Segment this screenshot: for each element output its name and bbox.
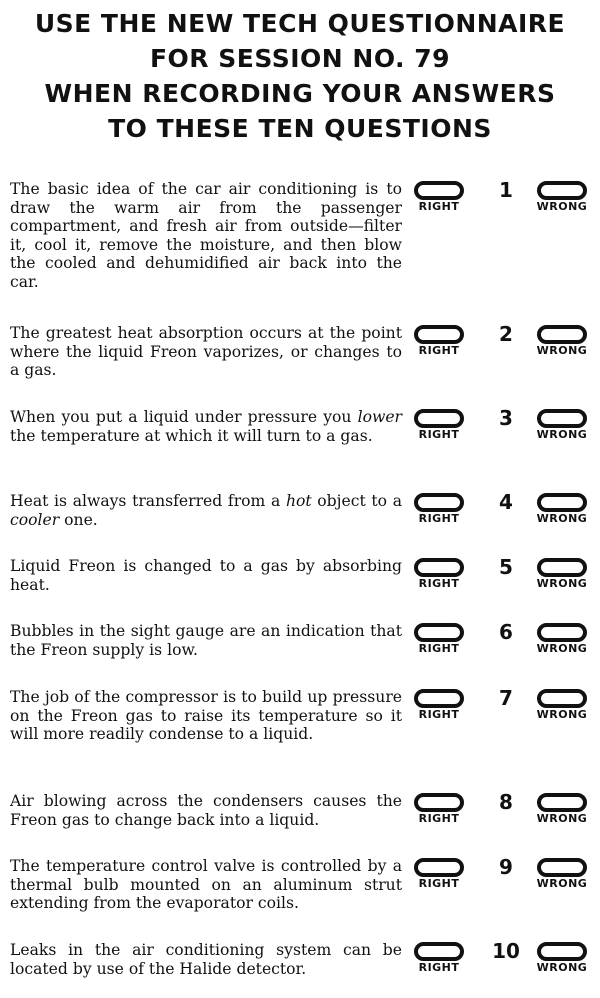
question-text-part: the temperature at which it will turn to a gas. bbox=[10, 426, 373, 445]
answer-wrong-oval[interactable] bbox=[537, 325, 587, 344]
wrong-label: WRONG bbox=[536, 708, 588, 721]
right-label: RIGHT bbox=[418, 708, 460, 721]
answer-wrong-oval[interactable] bbox=[537, 858, 587, 877]
answer-wrong-oval[interactable] bbox=[537, 689, 587, 708]
answer-right-oval[interactable] bbox=[414, 409, 464, 428]
right-label: RIGHT bbox=[418, 512, 460, 525]
heading-line-3: WHEN RECORDING YOUR ANSWERS bbox=[44, 79, 556, 108]
answer-right-oval[interactable] bbox=[414, 325, 464, 344]
question-text-part: Heat is always transferred from a bbox=[10, 492, 286, 510]
heading-line-4: TO THESE TEN QUESTIONS bbox=[108, 114, 492, 143]
question-text: The job of the compressor is to build up pressure on the Freon gas to raise its temperature so it will more readily condense to a liquid. bbox=[10, 688, 402, 743]
question-number: 9 bbox=[499, 855, 513, 879]
heading-line-2: FOR SESSION NO. 79 bbox=[149, 44, 451, 73]
wrong-label: WRONG bbox=[536, 200, 588, 213]
question-text: Liquid Freon is changed to a gas by absorbing heat. bbox=[10, 557, 402, 594]
answer-right-oval[interactable] bbox=[414, 181, 464, 200]
answer-wrong-oval[interactable] bbox=[537, 942, 587, 961]
answer-wrong-oval[interactable] bbox=[537, 409, 587, 428]
question-number: 7 bbox=[499, 686, 513, 710]
wrong-label: WRONG bbox=[536, 812, 588, 825]
wrong-label: WRONG bbox=[536, 512, 588, 525]
question-text: The temperature control valve is controlled by a thermal bulb mounted on an aluminum strut extending from the evaporator coils. bbox=[10, 857, 402, 912]
wrong-label: WRONG bbox=[536, 428, 588, 441]
right-label: RIGHT bbox=[418, 961, 460, 974]
question-text bbox=[10, 492, 402, 529]
questionnaire-heading bbox=[0, 6, 600, 146]
answer-right-oval[interactable] bbox=[414, 942, 464, 961]
wrong-label: WRONG bbox=[536, 344, 588, 357]
question-number: 1 bbox=[499, 178, 513, 202]
answer-right-oval[interactable] bbox=[414, 793, 464, 812]
question-text-emphasis: cooler bbox=[10, 510, 60, 529]
question-text: Bubbles in the sight gauge are an indication that the Freon supply is low. bbox=[10, 622, 402, 659]
question-text-part: object to a bbox=[311, 492, 402, 510]
question-number: 4 bbox=[499, 490, 513, 514]
right-label: RIGHT bbox=[418, 812, 460, 825]
answer-wrong-oval[interactable] bbox=[537, 623, 587, 642]
question-number: 5 bbox=[499, 555, 513, 579]
answer-wrong-oval[interactable] bbox=[537, 493, 587, 512]
question-text: Leaks in the air conditioning system can be located by use of the Halide detector. bbox=[10, 941, 402, 978]
answer-right-oval[interactable] bbox=[414, 558, 464, 577]
answer-right-oval[interactable] bbox=[414, 858, 464, 877]
question-text bbox=[10, 408, 402, 445]
right-label: RIGHT bbox=[418, 642, 460, 655]
question-text-part: one. bbox=[59, 510, 98, 529]
right-label: RIGHT bbox=[418, 344, 460, 357]
heading-line-1: USE THE NEW TECH QUESTIONNAIRE bbox=[34, 9, 566, 38]
question-text: Air blowing across the condensers causes the Freon gas to change back into a liquid. bbox=[10, 792, 402, 829]
question-number: 8 bbox=[499, 790, 513, 814]
wrong-label: WRONG bbox=[536, 961, 588, 974]
wrong-label: WRONG bbox=[536, 642, 588, 655]
answer-right-oval[interactable] bbox=[414, 493, 464, 512]
question-text-emphasis: lower bbox=[357, 408, 402, 426]
answer-right-oval[interactable] bbox=[414, 623, 464, 642]
question-number: 10 bbox=[492, 939, 520, 963]
question-number: 3 bbox=[499, 406, 513, 430]
wrong-label: WRONG bbox=[536, 877, 588, 890]
answer-right-oval[interactable] bbox=[414, 689, 464, 708]
question-number: 6 bbox=[499, 620, 513, 644]
answer-wrong-oval[interactable] bbox=[537, 181, 587, 200]
right-label: RIGHT bbox=[418, 577, 460, 590]
question-text: The greatest heat absorption occurs at the point where the liquid Freon vaporizes, or changes to a gas. bbox=[10, 324, 402, 379]
right-label: RIGHT bbox=[418, 428, 460, 441]
question-number: 2 bbox=[499, 322, 513, 346]
answer-wrong-oval[interactable] bbox=[537, 793, 587, 812]
question-text-emphasis: hot bbox=[285, 492, 312, 510]
question-text: The basic idea of the car air conditioning is to draw the warm air from the passenger compartment, and fresh air from outside—filter it, cool it, remove the moisture, and then blow the cooled and dehumidified air back into the car. bbox=[10, 180, 402, 291]
question-text-part: When you put a liquid under pressure you bbox=[10, 408, 358, 426]
right-label: RIGHT bbox=[418, 200, 460, 213]
wrong-label: WRONG bbox=[536, 577, 588, 590]
right-label: RIGHT bbox=[418, 877, 460, 890]
answer-wrong-oval[interactable] bbox=[537, 558, 587, 577]
